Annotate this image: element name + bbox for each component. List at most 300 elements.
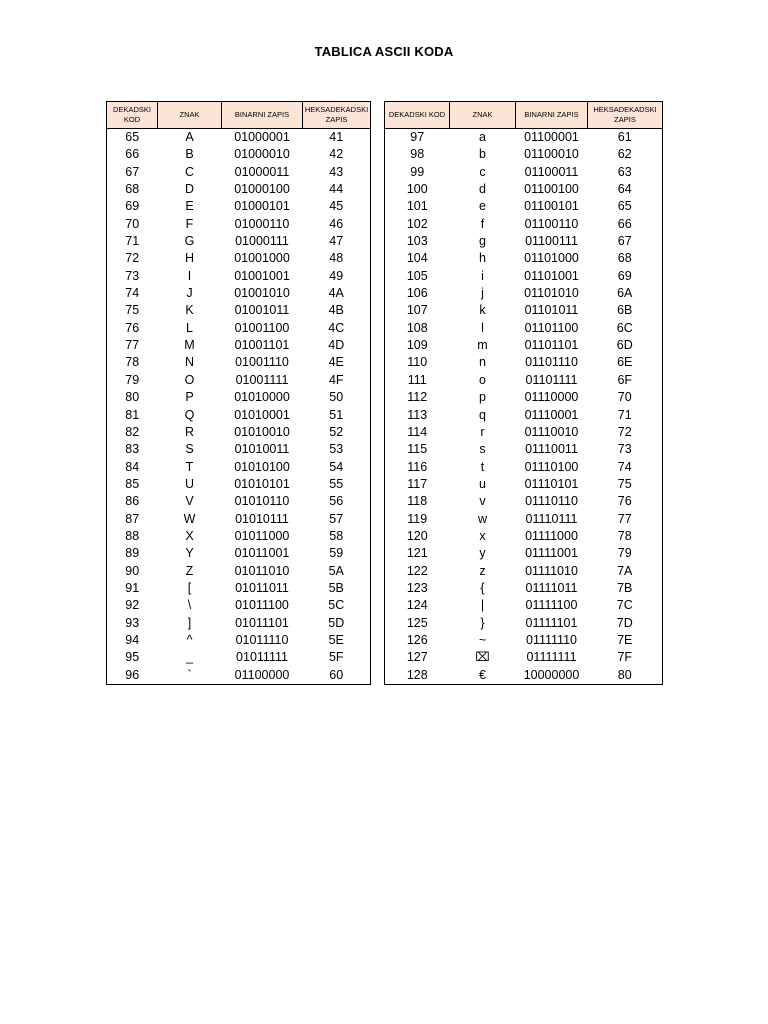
hex-cell: 4C <box>328 320 345 335</box>
hex-cell: 6E <box>617 355 633 370</box>
hex-cell: 50 <box>329 390 344 405</box>
hex-cell: 56 <box>329 494 344 509</box>
decimal-code-cell: 84 <box>125 459 140 474</box>
decimal-code-cell: 68 <box>125 182 140 197</box>
character-cell: n <box>479 355 486 370</box>
character-cell: v <box>479 494 486 509</box>
decimal-code-cell: 107 <box>406 303 428 318</box>
binary-cell: 01111001 <box>525 546 578 561</box>
decimal-code-cell: 101 <box>406 199 428 214</box>
table-row <box>107 424 371 441</box>
table-row <box>107 285 371 302</box>
character-cell: Z <box>185 563 194 578</box>
character-cell: f <box>480 216 485 231</box>
binary-cell: 01110111 <box>525 511 578 526</box>
decimal-code-cell: 106 <box>406 286 428 301</box>
hex-cell: 61 <box>617 130 632 144</box>
binary-cell: 01101111 <box>525 372 578 387</box>
decimal-code-cell: 95 <box>125 650 140 665</box>
decimal-code-cell: 78 <box>125 355 140 370</box>
character-cell: ⌧ <box>475 650 490 665</box>
table-row <box>107 563 371 580</box>
character-cell: o <box>479 372 486 387</box>
hex-cell: 65 <box>617 199 632 214</box>
binary-cell: 01010000 <box>234 390 290 405</box>
binary-cell: 01001001 <box>234 268 290 283</box>
hex-cell: 62 <box>617 147 632 162</box>
ascii-table-left <box>106 101 371 685</box>
character-cell: I <box>187 268 192 283</box>
table-row <box>385 320 663 337</box>
binary-cell: 01100111 <box>525 234 578 249</box>
character-cell: c <box>479 164 486 179</box>
header-character: ZNAK <box>158 102 222 129</box>
decimal-code-cell: 79 <box>125 372 140 387</box>
table-row <box>385 459 663 476</box>
binary-cell: 01000101 <box>234 199 290 214</box>
character-cell: p <box>479 390 486 405</box>
decimal-code-cell: 97 <box>410 130 425 144</box>
decimal-code-cell: 70 <box>125 216 140 231</box>
table-row <box>385 372 663 389</box>
binary-cell: 01001110 <box>235 355 289 370</box>
binary-cell: 01001000 <box>234 251 290 266</box>
binary-cell: 01110000 <box>524 390 579 405</box>
table-row <box>107 407 371 424</box>
decimal-code-cell: 109 <box>406 338 428 353</box>
character-cell: s <box>479 442 486 457</box>
table-row <box>385 649 663 666</box>
decimal-code-cell: 127 <box>406 650 428 665</box>
hex-cell: 7C <box>616 598 633 613</box>
table-row <box>107 632 371 649</box>
character-cell: w <box>477 511 488 526</box>
decimal-code-cell: 116 <box>407 459 428 474</box>
hex-cell: 7A <box>617 563 633 578</box>
decimal-code-cell: 66 <box>125 147 140 162</box>
binary-cell: 01101010 <box>524 286 579 301</box>
table-row <box>385 667 663 685</box>
character-cell: d <box>479 182 486 197</box>
binary-cell: 01010110 <box>234 494 290 509</box>
character-cell: u <box>479 476 486 491</box>
table-row <box>385 198 663 215</box>
table-row <box>107 320 371 337</box>
table-row <box>385 407 663 424</box>
decimal-code-cell: 69 <box>125 199 140 214</box>
decimal-code-cell: 102 <box>406 216 428 231</box>
character-cell: x <box>479 528 486 543</box>
hex-cell: 60 <box>329 667 344 682</box>
hex-cell: 4F <box>328 372 344 387</box>
decimal-code-cell: 96 <box>125 667 140 682</box>
table-row <box>385 129 663 147</box>
hex-cell: 7F <box>617 650 633 665</box>
header-hexadecimal: HEKSADEKADSKI ZAPIS <box>588 102 663 129</box>
binary-cell: 01011101 <box>235 615 289 630</box>
character-cell: S <box>185 442 194 457</box>
character-cell: m <box>477 338 488 353</box>
table-row <box>107 528 371 545</box>
binary-cell: 01000111 <box>235 234 289 249</box>
table-row <box>385 511 663 528</box>
binary-cell: 01100010 <box>524 147 579 162</box>
decimal-code-cell: 98 <box>410 147 425 162</box>
hex-cell: 4E <box>328 355 344 370</box>
binary-cell: 01111101 <box>525 615 578 630</box>
table-row <box>385 389 663 406</box>
table-row <box>107 198 371 215</box>
table-row <box>107 667 371 685</box>
table-row <box>107 302 371 319</box>
hex-cell: 6B <box>617 303 633 318</box>
character-cell: T <box>185 459 194 474</box>
binary-cell: 01011100 <box>235 598 289 613</box>
decimal-code-cell: 81 <box>125 407 140 422</box>
binary-cell: 01101101 <box>524 338 579 353</box>
character-cell: b <box>479 147 486 162</box>
binary-cell: 01010001 <box>234 407 290 422</box>
character-cell: X <box>185 528 194 543</box>
binary-cell: 01000110 <box>234 216 290 231</box>
table-row <box>107 250 371 267</box>
table-row <box>385 615 663 632</box>
hex-cell: 7E <box>617 632 633 647</box>
decimal-code-cell: 112 <box>407 390 428 405</box>
hex-cell: 46 <box>329 216 344 231</box>
binary-cell: 01101011 <box>524 303 579 318</box>
hex-cell: 5A <box>328 563 344 578</box>
character-cell: ~ <box>478 632 487 647</box>
character-cell: ` <box>187 667 192 682</box>
decimal-code-cell: 104 <box>406 251 428 266</box>
binary-cell: 01010101 <box>234 476 290 491</box>
table-row <box>385 354 663 371</box>
hex-cell: 73 <box>617 442 632 457</box>
binary-cell: 01000010 <box>234 147 290 162</box>
decimal-code-cell: 86 <box>125 494 140 509</box>
header-binary: BINARNI ZAPIS <box>222 102 303 129</box>
decimal-code-cell: 124 <box>406 598 428 613</box>
ascii-table-right <box>384 101 663 685</box>
decimal-code-cell: 71 <box>125 234 140 249</box>
character-cell: M <box>184 338 195 353</box>
hex-cell: 7B <box>617 580 633 595</box>
hex-cell: 45 <box>329 199 344 214</box>
table-row <box>107 493 371 510</box>
binary-cell: 01100011 <box>524 164 579 179</box>
table-row <box>385 580 663 597</box>
decimal-code-cell: 122 <box>406 563 428 578</box>
table-row <box>385 632 663 649</box>
table-row <box>385 181 663 198</box>
table-row <box>385 545 663 562</box>
character-cell: y <box>479 546 486 561</box>
character-cell: O <box>184 372 195 387</box>
character-cell: U <box>184 476 195 491</box>
table-row <box>107 615 371 632</box>
binary-cell: 01111010 <box>525 563 578 578</box>
header-binary: BINARNI ZAPIS <box>516 102 588 129</box>
hex-cell: 6A <box>617 286 633 301</box>
hex-cell: 76 <box>617 494 632 509</box>
binary-cell: 01111100 <box>525 598 578 613</box>
hex-cell: 55 <box>329 476 344 491</box>
decimal-code-cell: 120 <box>406 528 428 543</box>
hex-cell: 5F <box>328 650 344 665</box>
binary-cell: 01011010 <box>234 563 290 578</box>
character-cell: z <box>479 563 486 578</box>
hex-cell: 5B <box>328 580 344 595</box>
table-row <box>107 441 371 458</box>
decimal-code-cell: 90 <box>125 563 140 578</box>
decimal-code-cell: 87 <box>125 511 140 526</box>
character-cell: k <box>479 303 486 318</box>
character-cell: D <box>184 182 195 197</box>
hex-cell: 49 <box>329 268 344 283</box>
binary-cell: 10000000 <box>523 667 580 682</box>
character-cell: J <box>186 286 193 301</box>
decimal-code-cell: 85 <box>125 476 140 491</box>
table-row <box>385 302 663 319</box>
table-row <box>107 597 371 614</box>
hex-cell: 44 <box>329 182 344 197</box>
character-cell: r <box>480 424 485 439</box>
decimal-code-cell: 126 <box>406 632 428 647</box>
binary-cell: 01111110 <box>526 632 577 647</box>
character-cell: W <box>183 511 196 526</box>
character-cell: \ <box>187 598 192 613</box>
decimal-code-cell: 82 <box>125 424 140 439</box>
binary-cell: 01110101 <box>524 476 579 491</box>
table-row <box>385 441 663 458</box>
decimal-code-cell: 94 <box>125 632 140 647</box>
hex-cell: 69 <box>617 268 632 283</box>
hex-cell: 67 <box>617 234 632 249</box>
hex-cell: 5C <box>328 598 345 613</box>
binary-cell: 01110001 <box>524 407 579 422</box>
decimal-code-cell: 80 <box>125 390 140 405</box>
character-cell: e <box>479 199 486 214</box>
table-row <box>107 545 371 562</box>
binary-cell: 01110010 <box>524 424 579 439</box>
character-cell: [ <box>187 580 192 595</box>
table-row <box>385 597 663 614</box>
binary-cell: 01111011 <box>525 580 578 595</box>
table-row <box>385 424 663 441</box>
binary-cell: 01011011 <box>235 580 289 595</box>
binary-cell: 01100110 <box>524 216 579 231</box>
hex-cell: 48 <box>329 251 344 266</box>
hex-cell: 53 <box>329 442 344 457</box>
decimal-code-cell: 128 <box>406 667 428 682</box>
table-row <box>385 233 663 250</box>
character-cell: ^ <box>186 632 193 647</box>
table-row <box>385 250 663 267</box>
decimal-code-cell: 119 <box>407 511 428 526</box>
character-cell: j <box>481 286 484 301</box>
table-row <box>385 528 663 545</box>
hex-cell: 66 <box>617 216 632 231</box>
decimal-code-cell: 121 <box>406 546 428 561</box>
table-row <box>107 268 371 285</box>
table-header-row <box>385 102 663 129</box>
character-cell: Y <box>185 546 194 561</box>
decimal-code-cell: 111 <box>407 372 427 387</box>
hex-cell: 4A <box>328 286 344 301</box>
character-cell: t <box>480 459 485 474</box>
character-cell: P <box>185 390 194 405</box>
decimal-code-cell: 125 <box>406 615 428 630</box>
character-cell: C <box>184 164 195 179</box>
hex-cell: 77 <box>617 511 632 526</box>
binary-cell: 01101100 <box>524 320 579 335</box>
header-decimal-code: DEKADSKI KOD <box>107 102 158 129</box>
decimal-code-cell: 103 <box>406 234 428 249</box>
character-cell: | <box>480 598 485 613</box>
hex-cell: 6C <box>616 320 633 335</box>
binary-cell: 01000011 <box>234 164 290 179</box>
decimal-code-cell: 67 <box>125 164 140 179</box>
hex-cell: 42 <box>329 147 344 162</box>
character-cell: K <box>185 303 194 318</box>
table-body-right <box>385 129 663 685</box>
table-body-left <box>107 129 371 685</box>
decimal-code-cell: 110 <box>407 355 428 370</box>
table-row <box>385 476 663 493</box>
table-row <box>385 146 663 163</box>
binary-cell: 01001111 <box>235 372 289 387</box>
table-row <box>107 476 371 493</box>
hex-cell: 75 <box>617 476 632 491</box>
binary-cell: 01010010 <box>234 424 290 439</box>
hex-cell: 63 <box>617 164 632 179</box>
table-row <box>107 164 371 181</box>
hex-cell: 74 <box>617 459 632 474</box>
binary-cell: 01111000 <box>525 528 578 543</box>
hex-cell: 68 <box>617 251 632 266</box>
hex-cell: 52 <box>329 424 344 439</box>
character-cell: } <box>480 615 485 630</box>
decimal-code-cell: 93 <box>125 615 140 630</box>
character-cell: H <box>184 251 195 266</box>
character-cell: L <box>186 320 193 335</box>
binary-cell: 01011001 <box>234 546 290 561</box>
binary-cell: 01001010 <box>234 286 290 301</box>
binary-cell: 01100100 <box>524 182 579 197</box>
decimal-code-cell: 72 <box>125 251 140 266</box>
character-cell: i <box>481 268 484 283</box>
binary-cell: 01111111 <box>526 650 577 665</box>
decimal-code-cell: 89 <box>125 546 140 561</box>
binary-cell: 01011110 <box>235 632 289 647</box>
binary-cell: 01100001 <box>524 130 579 144</box>
hex-cell: 59 <box>329 546 344 561</box>
binary-cell: 01100000 <box>234 667 290 682</box>
table-row <box>107 146 371 163</box>
hex-cell: 47 <box>329 234 344 249</box>
decimal-code-cell: 105 <box>406 268 428 283</box>
table-row <box>385 563 663 580</box>
table-row <box>385 216 663 233</box>
character-cell: ] <box>187 615 192 630</box>
table-row <box>107 372 371 389</box>
hex-cell: 64 <box>617 182 632 197</box>
table-row <box>385 268 663 285</box>
binary-cell: 01101001 <box>524 268 579 283</box>
character-cell: G <box>184 234 195 249</box>
binary-cell: 01110011 <box>525 442 578 457</box>
binary-cell: 01011111 <box>236 650 288 665</box>
hex-cell: 5E <box>328 632 344 647</box>
decimal-code-cell: 88 <box>125 528 140 543</box>
decimal-code-cell: 118 <box>407 494 428 509</box>
binary-cell: 01101000 <box>524 251 579 266</box>
table-row <box>107 233 371 250</box>
hex-cell: 51 <box>329 407 344 422</box>
hex-cell: 4D <box>328 338 345 353</box>
decimal-code-cell: 74 <box>125 286 140 301</box>
character-cell: a <box>479 130 486 144</box>
decimal-code-cell: 99 <box>410 164 425 179</box>
decimal-code-cell: 113 <box>407 407 428 422</box>
table-row <box>107 389 371 406</box>
character-cell: N <box>184 355 195 370</box>
table-row <box>385 337 663 354</box>
table-row <box>107 337 371 354</box>
hex-cell: 70 <box>617 390 632 405</box>
hex-cell: 72 <box>617 424 632 439</box>
table-row <box>107 354 371 371</box>
hex-cell: 79 <box>617 546 632 561</box>
binary-cell: 01010111 <box>235 511 289 526</box>
table-row <box>385 285 663 302</box>
hex-cell: 71 <box>617 407 632 422</box>
character-cell: g <box>479 234 486 249</box>
hex-cell: 41 <box>329 130 344 144</box>
character-cell: A <box>185 130 194 144</box>
binary-cell: 01110110 <box>525 494 578 509</box>
decimal-code-cell: 123 <box>406 580 428 595</box>
table-row <box>107 459 371 476</box>
hex-cell: 7D <box>616 615 633 630</box>
binary-cell: 01101110 <box>525 355 578 370</box>
hex-cell: 4B <box>328 303 344 318</box>
character-cell: h <box>479 251 486 266</box>
decimal-code-cell: 73 <box>125 268 140 283</box>
binary-cell: 01100101 <box>524 199 579 214</box>
hex-cell: 57 <box>329 511 344 526</box>
binary-cell: 01001011 <box>234 303 290 318</box>
table-row <box>385 164 663 181</box>
hex-cell: 5D <box>328 615 345 630</box>
table-row <box>107 216 371 233</box>
decimal-code-cell: 75 <box>125 303 140 318</box>
binary-cell: 01010100 <box>234 459 290 474</box>
character-cell: Q <box>184 407 195 422</box>
decimal-code-cell: 92 <box>125 598 140 613</box>
binary-cell: 01000001 <box>234 130 290 144</box>
decimal-code-cell: 108 <box>406 320 428 335</box>
decimal-code-cell: 114 <box>407 424 428 439</box>
table-row <box>107 580 371 597</box>
character-cell: B <box>185 147 194 162</box>
page-title: TABLICA ASCII KODA <box>314 44 454 59</box>
binary-cell: 01000100 <box>234 182 290 197</box>
decimal-code-cell: 91 <box>125 580 140 595</box>
binary-cell: 01011000 <box>234 528 290 543</box>
binary-cell: 01001100 <box>234 320 290 335</box>
